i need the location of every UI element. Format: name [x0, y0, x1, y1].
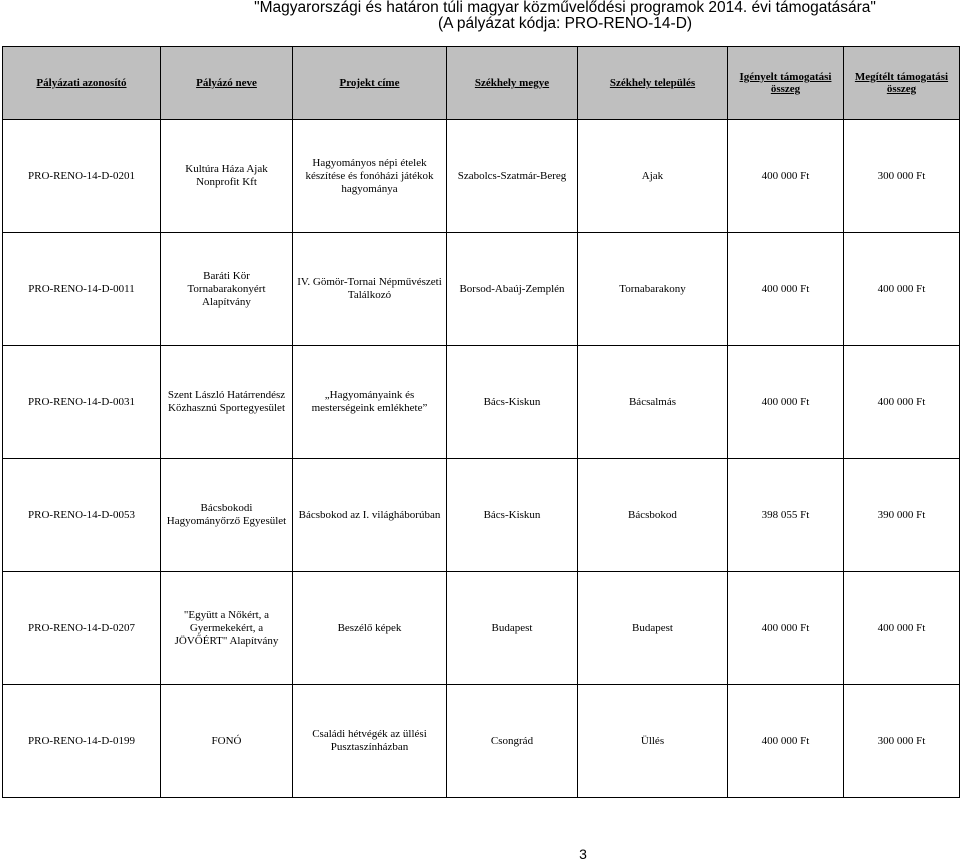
cell-awarded: 400 000 Ft [844, 572, 960, 685]
cell-applicant: Szent László Határrendész Közhasznú Sportegyesület [161, 346, 293, 459]
column-header-county: Székhely megye [447, 47, 578, 120]
cell-applicant: "Együtt a Nőkért, a Gyermekekért, a JÖVŐÉRT" Alapítvány [161, 572, 293, 685]
cell-requested: 400 000 Ft [728, 346, 844, 459]
table-row [3, 346, 960, 459]
column-header-requested-amount: Igényelt támogatási összeg [728, 47, 844, 120]
cell-settlement: Bácsbokod [578, 459, 728, 572]
table-row [3, 572, 960, 685]
document-title [0, 0, 960, 32]
column-header-applicant: Pályázó neve [161, 47, 293, 120]
cell-county: Borsod-Abaúj-Zemplén [447, 233, 578, 346]
table-row [3, 120, 960, 233]
cell-requested: 400 000 Ft [728, 572, 844, 685]
cell-awarded: 390 000 Ft [844, 459, 960, 572]
cell-project-title: Bácsbokod az I. világháborúban [293, 459, 447, 572]
page-number: 3 [579, 846, 587, 862]
cell-project-title: IV. Gömör-Tornai Népművészeti Találkozó [293, 233, 447, 346]
cell-id: PRO-RENO-14-D-0053 [3, 459, 161, 572]
table-row [3, 685, 960, 798]
cell-awarded: 300 000 Ft [844, 120, 960, 233]
cell-id: PRO-RENO-14-D-0201 [3, 120, 161, 233]
table-row [3, 459, 960, 572]
cell-project-title: Családi hétvégék az üllési Pusztaszínházban [293, 685, 447, 798]
cell-project-title: „Hagyományaink és mesterségeink emlékhete” [293, 346, 447, 459]
cell-requested: 400 000 Ft [728, 685, 844, 798]
cell-county: Szabolcs-Szatmár-Bereg [447, 120, 578, 233]
cell-id: PRO-RENO-14-D-0011 [3, 233, 161, 346]
cell-applicant: FONÓ [161, 685, 293, 798]
cell-applicant: Kultúra Háza Ajak Nonprofit Kft [161, 120, 293, 233]
cell-applicant: Bácsbokodi Hagyományőrző Egyesület [161, 459, 293, 572]
cell-applicant: Baráti Kör Tornabarakonyért Alapítvány [161, 233, 293, 346]
cell-county: Csongrád [447, 685, 578, 798]
table-row [3, 233, 960, 346]
cell-id: PRO-RENO-14-D-0207 [3, 572, 161, 685]
column-header-id: Pályázati azonosító [3, 47, 161, 120]
column-header-project-title: Projekt címe [293, 47, 447, 120]
cell-settlement: Ajak [578, 120, 728, 233]
cell-awarded: 400 000 Ft [844, 346, 960, 459]
cell-id: PRO-RENO-14-D-0199 [3, 685, 161, 798]
cell-awarded: 400 000 Ft [844, 233, 960, 346]
cell-requested: 400 000 Ft [728, 120, 844, 233]
cell-requested: 398 055 Ft [728, 459, 844, 572]
table-header-row [3, 47, 960, 120]
title-line-1: "Magyarországi és határon túli magyar közművelődési programok 2014. évi támogatására" [254, 0, 876, 16]
cell-county: Bács-Kiskun [447, 346, 578, 459]
cell-project-title: Beszélő képek [293, 572, 447, 685]
column-header-settlement: Székhely település [578, 47, 728, 120]
column-header-awarded-amount: Megítélt támogatási összeg [844, 47, 960, 120]
cell-settlement: Üllés [578, 685, 728, 798]
cell-requested: 400 000 Ft [728, 233, 844, 346]
cell-county: Budapest [447, 572, 578, 685]
cell-settlement: Tornabarakony [578, 233, 728, 346]
cell-settlement: Bácsalmás [578, 346, 728, 459]
title-line-2: (A pályázat kódja: PRO-RENO-14-D) [437, 15, 693, 32]
cell-id: PRO-RENO-14-D-0031 [3, 346, 161, 459]
cell-project-title: Hagyományos népi ételek készítése és fonóházi játékok hagyománya [293, 120, 447, 233]
cell-settlement: Budapest [578, 572, 728, 685]
grant-results-table [2, 46, 960, 798]
cell-awarded: 300 000 Ft [844, 685, 960, 798]
cell-county: Bács-Kiskun [447, 459, 578, 572]
